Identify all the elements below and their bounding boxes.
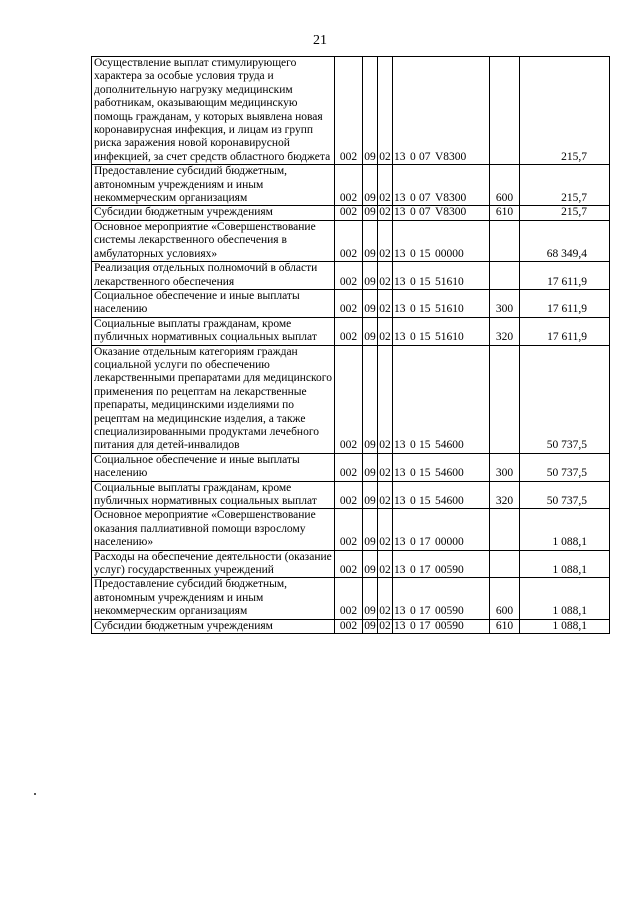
subsection-code: 02 bbox=[378, 317, 393, 345]
subsection-code: 02 bbox=[378, 57, 393, 165]
row-name: Осуществление выплат стимулирующего характера за особые условия труда и дополнительную нагрузку медицинским работникам, оказывающим медицинскую помощь гражданам, у которых выявлена новая коронавирусная инфекция, и лицам из групп риска заражения новой коронавирусной инфекцией, за счет средств областного бюджета bbox=[92, 57, 335, 165]
subprogram-code: 0 bbox=[410, 467, 416, 480]
subsection-code: 02 bbox=[378, 550, 393, 578]
target-article-code bbox=[393, 619, 490, 633]
subprogram-code: 0 bbox=[410, 150, 416, 163]
expense-type-code: 320 bbox=[490, 481, 520, 509]
direction-code: 00590 bbox=[435, 605, 464, 618]
target-article-code bbox=[393, 509, 490, 550]
program-code: 13 bbox=[394, 303, 406, 316]
activity-code: 17 bbox=[419, 605, 431, 618]
amount: 215,7 bbox=[520, 206, 610, 220]
amount: 215,7 bbox=[520, 57, 610, 165]
direction-code: 51610 bbox=[435, 331, 464, 344]
program-code: 13 bbox=[394, 439, 406, 452]
expense-type-code: 610 bbox=[490, 619, 520, 633]
section-code: 09 bbox=[363, 220, 378, 261]
section-code: 09 bbox=[363, 317, 378, 345]
table-row bbox=[92, 509, 610, 550]
dept-code: 002 bbox=[335, 289, 363, 317]
dept-code: 002 bbox=[335, 619, 363, 633]
direction-code: 00000 bbox=[435, 536, 464, 549]
dept-code: 002 bbox=[335, 578, 363, 619]
table-row bbox=[92, 165, 610, 206]
section-code: 09 bbox=[364, 619, 376, 632]
section-code: 09 bbox=[363, 578, 378, 619]
subprogram-code: 0 bbox=[410, 439, 416, 452]
activity-code: 17 bbox=[419, 619, 431, 632]
activity-code: 15 bbox=[419, 439, 431, 452]
table-row bbox=[92, 453, 610, 481]
direction-code: 51610 bbox=[435, 275, 464, 288]
table-row bbox=[92, 345, 610, 453]
expense-type-code bbox=[490, 509, 520, 550]
target-article-code bbox=[393, 550, 490, 578]
activity-code: 15 bbox=[419, 467, 431, 480]
activity-code: 15 bbox=[419, 247, 431, 260]
section-code: 09 bbox=[363, 262, 378, 290]
dept-code: 002 bbox=[335, 57, 363, 165]
row-name: Социальное обеспечение и иные выплаты населению bbox=[92, 289, 335, 317]
section-code: 09 bbox=[363, 481, 378, 509]
subsection-code: 02 bbox=[378, 289, 393, 317]
direction-code: 54600 bbox=[435, 439, 464, 452]
program-code: 13 bbox=[394, 495, 406, 507]
table-row bbox=[92, 578, 610, 619]
expense-type-code: 610 bbox=[490, 206, 520, 220]
target-article-code bbox=[393, 289, 490, 317]
row-name: Субсидии бюджетным учреждениям bbox=[92, 206, 335, 220]
row-name: Предоставление субсидий бюджетным, автономным учреждениям и иным некоммерческим организациям bbox=[92, 165, 335, 206]
amount: 1 088,1 bbox=[520, 578, 610, 619]
expense-type-code bbox=[490, 220, 520, 261]
direction-code: V8300 bbox=[435, 206, 467, 219]
row-name: Расходы на обеспечение деятельности (оказание услуг) государственных учреждений bbox=[92, 550, 335, 578]
section-code: 09 bbox=[363, 165, 378, 206]
amount: 1 088,1 bbox=[520, 619, 610, 633]
subsection-code: 02 bbox=[378, 165, 393, 206]
subsection-code: 02 bbox=[378, 453, 393, 481]
target-article-code bbox=[393, 57, 490, 165]
amount: 68 349,4 bbox=[520, 220, 610, 261]
subprogram-code: 0 bbox=[410, 206, 416, 219]
expense-type-code bbox=[490, 550, 520, 578]
expense-type-code: 600 bbox=[490, 578, 520, 619]
activity-code: 15 bbox=[419, 495, 431, 507]
row-name: Реализация отдельных полномочий в области лекарственного обеспечения bbox=[92, 262, 335, 290]
table-row bbox=[92, 57, 610, 165]
scan-mark bbox=[34, 793, 36, 795]
amount: 50 737,5 bbox=[520, 481, 610, 509]
subprogram-code: 0 bbox=[410, 303, 416, 316]
activity-code: 07 bbox=[419, 150, 431, 163]
section-code: 09 bbox=[363, 289, 378, 317]
target-article-code bbox=[393, 220, 490, 261]
amount: 17 611,9 bbox=[520, 317, 610, 345]
row-name: Основное мероприятие «Совершенствование оказания паллиативной помощи взрослому населению» bbox=[92, 509, 335, 550]
program-code: 13 bbox=[394, 605, 406, 618]
activity-code: 15 bbox=[419, 331, 431, 344]
expense-type-code: 300 bbox=[490, 453, 520, 481]
target-article-code bbox=[393, 206, 490, 220]
subprogram-code: 0 bbox=[410, 495, 416, 507]
activity-code: 07 bbox=[419, 192, 431, 205]
row-name: Предоставление субсидий бюджетным, автономным учреждениям и иным некоммерческим организациям bbox=[92, 578, 335, 619]
subprogram-code: 0 bbox=[410, 605, 416, 618]
target-article-code bbox=[393, 345, 490, 453]
expense-type-code bbox=[490, 262, 520, 290]
subprogram-code: 0 bbox=[410, 192, 416, 205]
target-article-code bbox=[393, 262, 490, 290]
program-code: 13 bbox=[394, 150, 406, 163]
program-code: 13 bbox=[394, 619, 406, 632]
dept-code: 002 bbox=[335, 317, 363, 345]
row-name: Социальное обеспечение и иные выплаты населению bbox=[92, 453, 335, 481]
dept-code: 002 bbox=[335, 345, 363, 453]
subprogram-code: 0 bbox=[410, 619, 416, 632]
row-name: Социальные выплаты гражданам, кроме публичных нормативных социальных выплат bbox=[92, 317, 335, 345]
section-code: 09 bbox=[363, 550, 378, 578]
amount: 17 611,9 bbox=[520, 262, 610, 290]
section-code: 09 bbox=[363, 57, 378, 165]
expense-type-code bbox=[490, 345, 520, 453]
row-name: Социальные выплаты гражданам, кроме публичных нормативных социальных выплат bbox=[92, 481, 335, 509]
subsection-code: 02 bbox=[378, 345, 393, 453]
dept-code: 002 bbox=[335, 262, 363, 290]
amount: 1 088,1 bbox=[520, 509, 610, 550]
table-row bbox=[92, 550, 610, 578]
direction-code: 54600 bbox=[435, 495, 464, 507]
subprogram-code: 0 bbox=[410, 536, 416, 549]
dept-code: 002 bbox=[335, 550, 363, 578]
page-number: 21 bbox=[313, 33, 327, 48]
direction-code: 00000 bbox=[435, 247, 464, 260]
expense-type-code: 600 bbox=[490, 165, 520, 206]
target-article-code bbox=[393, 453, 490, 481]
subsection-code: 02 bbox=[379, 619, 391, 632]
program-code: 13 bbox=[394, 206, 406, 219]
section-code: 09 bbox=[363, 509, 378, 550]
activity-code: 17 bbox=[419, 564, 431, 577]
section-code: 09 bbox=[364, 206, 376, 219]
subsection-code: 02 bbox=[378, 481, 393, 509]
program-code: 13 bbox=[394, 564, 406, 577]
amount: 50 737,5 bbox=[520, 453, 610, 481]
target-article-code bbox=[393, 317, 490, 345]
direction-code: 00590 bbox=[435, 619, 464, 632]
row-name: Основное мероприятие «Совершенствование системы лекарственного обеспечения в амбулаторных условиях» bbox=[92, 220, 335, 261]
row-name: Оказание отдельным категориям граждан социальной услуги по обеспечению лекарственными препаратами для медицинского применения по рецептам на лекарственные препараты, медицинскими изделиями по рецептам на медицинские изделия, а также специализированными продуктами лечебного питания для детей-инвалидов bbox=[92, 345, 335, 453]
amount: 215,7 bbox=[520, 165, 610, 206]
amount: 50 737,5 bbox=[520, 345, 610, 453]
program-code: 13 bbox=[394, 275, 406, 288]
subprogram-code: 0 bbox=[410, 247, 416, 260]
section-code: 09 bbox=[363, 345, 378, 453]
direction-code: 51610 bbox=[435, 303, 464, 316]
subsection-code: 02 bbox=[378, 262, 393, 290]
program-code: 13 bbox=[394, 331, 406, 344]
direction-code: V8300 bbox=[435, 150, 467, 163]
program-code: 13 bbox=[394, 247, 406, 260]
dept-code: 002 bbox=[335, 220, 363, 261]
activity-code: 17 bbox=[419, 536, 431, 549]
expense-type-code: 320 bbox=[490, 317, 520, 345]
subsection-code: 02 bbox=[379, 206, 391, 219]
activity-code: 07 bbox=[419, 206, 431, 219]
table-row bbox=[92, 619, 610, 633]
subprogram-code: 0 bbox=[410, 275, 416, 288]
program-code: 13 bbox=[394, 192, 406, 205]
expense-type-code: 300 bbox=[490, 289, 520, 317]
program-code: 13 bbox=[394, 467, 406, 480]
direction-code: V8300 bbox=[435, 192, 467, 205]
activity-code: 15 bbox=[419, 303, 431, 316]
table-row bbox=[92, 262, 610, 290]
row-name: Субсидии бюджетным учреждениям bbox=[92, 619, 335, 633]
dept-code: 002 bbox=[335, 481, 363, 509]
subprogram-code: 0 bbox=[410, 564, 416, 577]
table-row bbox=[92, 289, 610, 317]
subsection-code: 02 bbox=[378, 220, 393, 261]
direction-code: 00590 bbox=[435, 564, 464, 577]
target-article-code bbox=[393, 578, 490, 619]
dept-code: 002 bbox=[335, 165, 363, 206]
target-article-code bbox=[393, 481, 490, 509]
subprogram-code: 0 bbox=[410, 331, 416, 344]
section-code: 09 bbox=[363, 453, 378, 481]
dept-code: 002 bbox=[335, 509, 363, 550]
budget-table bbox=[91, 56, 610, 634]
dept-code: 002 bbox=[335, 453, 363, 481]
subsection-code: 02 bbox=[378, 509, 393, 550]
target-article-code bbox=[393, 165, 490, 206]
program-code: 13 bbox=[394, 536, 406, 549]
expense-type-code bbox=[490, 57, 520, 165]
activity-code: 15 bbox=[419, 275, 431, 288]
direction-code: 54600 bbox=[435, 467, 464, 480]
table-row bbox=[92, 317, 610, 345]
amount: 17 611,9 bbox=[520, 289, 610, 317]
table-row bbox=[92, 481, 610, 509]
table-row bbox=[92, 220, 610, 261]
dept-code: 002 bbox=[335, 206, 363, 220]
subsection-code: 02 bbox=[378, 578, 393, 619]
table-row bbox=[92, 206, 610, 220]
amount: 1 088,1 bbox=[520, 550, 610, 578]
